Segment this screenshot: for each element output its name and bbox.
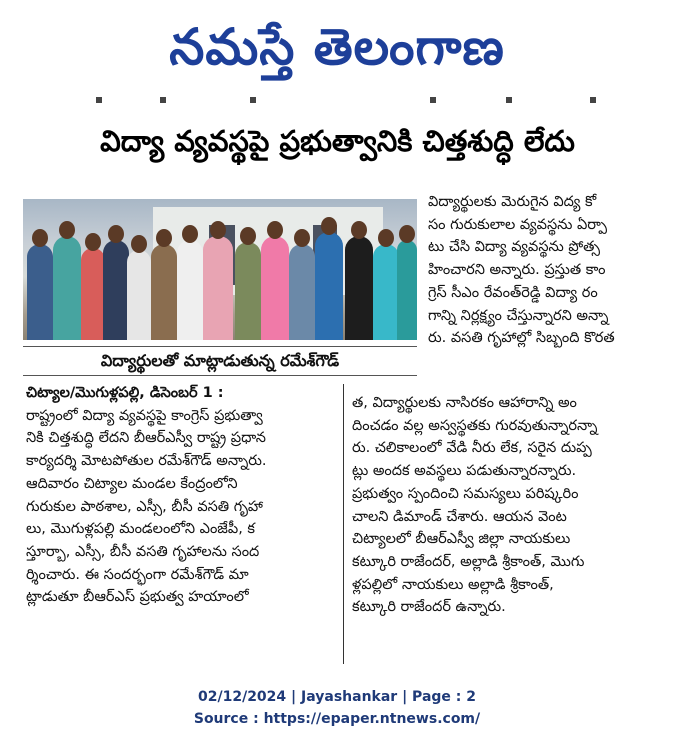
text-line: రు. చలికాలంలో వేడి నీరు లేక, సరైన దుప్ప — [352, 440, 592, 457]
photo-caption: విద్యార్థులతో మాట్లాడుతున్న రమేశ్‌గౌడ్‌ — [23, 346, 417, 376]
article-left-column — [26, 382, 340, 609]
source-link[interactable]: Source : https://epaper.ntnews.com/ — [193, 711, 481, 727]
text-line: కట్కూరి రాజేందర్‌ ఉన్నారు. — [352, 599, 506, 616]
text-line: కట్కూరి రాజేందర్‌, అల్లాడి శ్రీకాంత్‌, మొగు — [352, 553, 585, 570]
text-line: చిట్యాలలో బీఆర్‌ఎస్వీ జిల్లా నాయకులు — [352, 531, 571, 548]
text-line: టు చేసి విద్యా వ్యవస్థను ప్రోత్స — [428, 239, 600, 256]
text-line: గాన్ని నిర్లక్ష్యం చేస్తున్నారని అన్నా — [428, 307, 609, 324]
text-line: ర్శించారు. ఈ సందర్భంగా రమేశ్‌గౌడ్‌ మా — [26, 566, 249, 583]
text-line: గ్రెస్‌ సీఎం రేవంత్‌రెడ్డి విద్యా రం — [428, 284, 598, 301]
article-photo — [23, 199, 417, 340]
text-line: లు, మొగుళ్లపల్లి మండలంలోని ఎంజేపీ, క — [26, 521, 256, 538]
dateline: చిట్యాల/మొగుళ్లపల్లి, డిసెంబర్‌ 1 : — [26, 385, 224, 401]
text-line: కార్యదర్శి మోటపోతుల రమేశ్‌గౌడ్‌ అన్నారు. — [26, 453, 267, 470]
article-headline: విద్యా వ్యవస్థపై ప్రభుత్వానికి చిత్తశుద్ధి లేదు — [100, 124, 575, 158]
text-line: హించారని అన్నారు. ప్రస్తుత కాం — [428, 262, 606, 279]
text-line: ట్లాడుతూ బీఆర్‌ఎస్‌ ప్రభుత్వ హయాంలో — [26, 589, 249, 606]
masthead — [0, 0, 674, 95]
newspaper-logo: నమస్తే తెలంగాణ — [169, 18, 505, 76]
page-footer — [0, 686, 674, 730]
text-line: ట్లు అందక అవస్థలు పడుతున్నారన్నారు. — [352, 463, 577, 480]
article-bottom-column — [352, 392, 658, 619]
column-divider — [343, 384, 344, 664]
text-line: చాలని డిమాండ్‌ చేశారు. ఆయన వెంట — [352, 508, 567, 525]
text-line: నికి చిత్తశుద్ధి లేదని బీఆర్‌ఎస్వీ రాష్ట్ర ప్రధాన — [26, 430, 266, 447]
text-line: రు. వసతి గృహాల్లో సిబ్బంది కొరత — [428, 330, 615, 347]
text-line: త, విద్యార్థులకు నాసిరకం ఆహారాన్ని అం — [352, 395, 577, 411]
text-line: విద్యార్థులకు మెరుగైన విద్య కో — [428, 194, 597, 210]
text-line: స్తూర్బా, ఎస్సీ, బీసీ వసతి గృహాలను సంద — [26, 543, 260, 560]
text-line: రాష్ట్రంలో విద్యా వ్యవస్థపై కాంగ్రెస్‌ ప్రభుత్వా — [26, 407, 263, 424]
text-line: ఆదివారం చిట్యాల మండల కేంద్రంలోని — [26, 475, 238, 492]
text-line: ప్రభుత్వం స్పందించి సమస్యలు పరిష్కరిం — [352, 485, 579, 502]
text-line: గురుకుల పాఠశాల, ఎస్సీ, బీసీ వసతి గృహా — [26, 498, 263, 515]
text-line: సం గురుకులాల వ్యవస్థను ఏర్పా — [428, 216, 608, 233]
clipped-previous-article-edge — [0, 95, 674, 109]
text-line: దించడం వల్ల అస్వస్థతకు గురవుతున్నారన్నా — [352, 417, 598, 434]
article-right-column — [428, 191, 658, 350]
text-line: ళ్లపల్లిలో నాయకులు అల్లాడి శ్రీకాంత్‌, — [352, 576, 554, 593]
edition-info: 02/12/2024 | Jayashankar | Page : 2 — [198, 689, 476, 705]
